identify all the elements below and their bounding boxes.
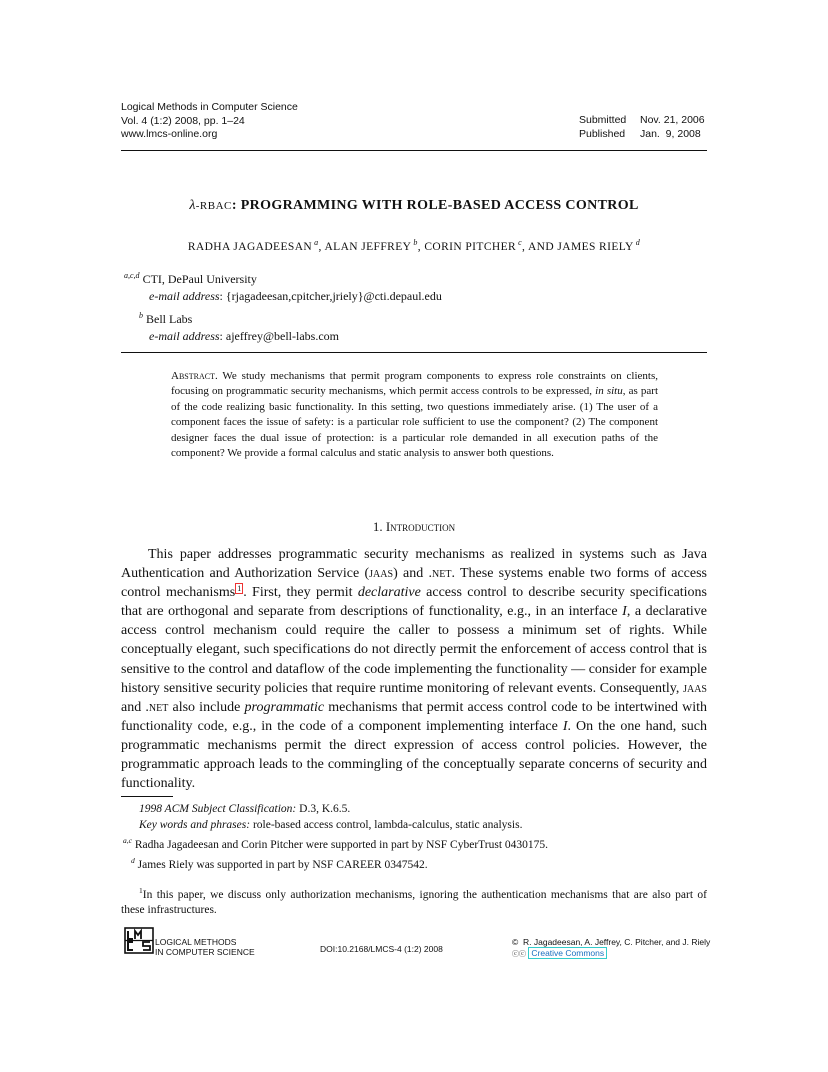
body-smallcaps: .net (145, 699, 169, 715)
footnote-1 (121, 883, 707, 919)
cc-icon: ⓒⓒ (512, 951, 526, 958)
keywords (121, 817, 707, 833)
funding-text: Radha Jagadeesan and Corin Pitcher were supported in part by NSF CyberTrust 0430175. (131, 838, 549, 851)
submitted-date: Nov. 21, 2006 (640, 114, 705, 126)
journal-name: Logical Methods in Computer Science (121, 101, 298, 113)
published-label: Published (579, 127, 626, 140)
email-label: e-mail address (149, 329, 220, 343)
affiliation-bell: $^b$ Bell Labs e-mail address: ajeffrey@bell-labs.com (139, 311, 340, 343)
abstract-emphasis: in situ (595, 385, 623, 398)
abstract (171, 369, 658, 461)
author-list (121, 238, 707, 253)
footnote-link[interactable]: 1 (237, 583, 242, 593)
funding-note (121, 853, 707, 873)
lmcs-line: LOGICAL METHODS (155, 937, 237, 947)
body-text: mechanisms that permit access control code to be intertwined with functionality code, e.g., in the code of a component implementing interface (121, 699, 707, 734)
body-text: This paper addresses programmatic security mechanisms as realized in systems such as Java Authentication and Authorization Service ( (121, 547, 707, 582)
journal-header (121, 101, 298, 142)
header-rule (121, 150, 707, 151)
acm-label: 1998 ACM Subject Classification: (139, 803, 297, 815)
affiliation-rule (121, 352, 707, 353)
body-text: access control to describe security specifications that are orthogonal and separate from descriptions of functionality, e.g., in an interface (121, 585, 708, 620)
lmcs-logo-icon (124, 927, 154, 954)
section-number: 1. (372, 519, 383, 534)
journal-volume: Vol. 4 (1:2) 2008, pp. 1–24 (121, 114, 245, 127)
lmcs-line: IN COMPUTER SCIENCE (155, 946, 255, 957)
funding-sup: a,c (123, 836, 132, 845)
email-address: {rjagadeesan,cpitcher,jriely}@cti.depaul.edu (225, 289, 442, 303)
body-smallcaps: jaas (369, 566, 394, 582)
author-name: RADHA JAGADEESAN (187, 240, 313, 253)
funding-text: James Riely was supported in part by NSF CAREER 0347542. (134, 858, 428, 871)
published-date: Jan. 9, 2008 (640, 127, 701, 140)
intro-paragraph (121, 545, 707, 793)
creative-commons-link[interactable]: Creative Commons (528, 947, 607, 959)
paper-title (121, 198, 707, 214)
affiliation-org: Bell Labs (146, 312, 193, 326)
body-math: I (562, 718, 568, 734)
title-main: : PROGRAMMING WITH ROLE-BASED ACCESS CONTROL (231, 198, 639, 213)
author-separator: , (417, 240, 425, 253)
author-sup: c (518, 238, 523, 247)
author-name: ALAN JEFFREY (324, 240, 412, 253)
acm-classification (121, 801, 707, 817)
affiliation-sup: a,c,d (124, 271, 140, 280)
keywords-value: role-based access control, lambda-calculus, static analysis. (250, 819, 523, 831)
lmcs-wordmark (155, 938, 255, 957)
author-sup: b (413, 238, 418, 247)
acm-value: D.3, K.6.5. (296, 803, 351, 815)
dates-block (579, 114, 705, 141)
title-rbac: -RBAC (195, 200, 232, 212)
footnote-number: 1 (139, 885, 143, 895)
body-emphasis: programmatic (244, 699, 325, 715)
body-smallcaps: jaas (683, 680, 707, 696)
funding-note (121, 833, 707, 853)
body-emphasis: declarative (357, 585, 421, 601)
affiliation-sup: b (139, 311, 143, 320)
journal-website: www.lmcs-online.org (121, 128, 218, 140)
body-text: and (121, 699, 146, 715)
body-text: ) and (393, 566, 429, 582)
author-separator: , (318, 240, 325, 253)
keywords-label: Key words and phrases: (139, 819, 251, 831)
footnotes (121, 801, 707, 918)
footnote-text: In this paper, we discuss only authorization mechanisms, ignoring the authentication mechanisms that are also part of these infrastructures. (121, 888, 707, 917)
license-block (512, 937, 710, 960)
abstract-label: Abstract. (171, 370, 218, 382)
affiliation-org: CTI, DePaul University (142, 272, 257, 286)
funding-sup: d (131, 855, 135, 865)
email-address: ajeffrey@bell-labs.com (225, 329, 340, 343)
author-sup: a (314, 238, 319, 247)
body-text: . First, they permit (243, 585, 358, 601)
doi-text: DOI:10.2168/LMCS-4 (1:2) 2008 (320, 944, 443, 954)
author-name: CORIN PITCHER (424, 240, 517, 253)
body-text: . On the one hand, such programmatic mechanisms permit the direct expression of access control policies. However, the programmatic approach leads to the commingling of the conceptually separate concerns of security and functionality. (121, 718, 707, 792)
footnote-rule (121, 796, 173, 797)
body-math: I (622, 604, 627, 620)
title-lambda: λ (189, 198, 196, 213)
copyright-holders: R. Jagadeesan, A. Jeffrey, C. Pitcher, and J. Riely (523, 937, 711, 947)
copyright-icon: © (512, 937, 519, 947)
submitted-label: Submitted (579, 114, 627, 126)
section-title: Introduction (385, 519, 456, 534)
email-label: e-mail address (149, 289, 220, 303)
author-separator: , AND (522, 240, 558, 253)
author-sup: d (635, 238, 641, 247)
abstract-text: We study mechanisms that permit program components to express role constraints on clients, focusing on programmatic security mechanisms, which permit access controls to be expressed, (171, 370, 658, 398)
body-text: also include (168, 699, 245, 715)
abstract-text: , as part of the code realizing basic functionality. In this setting, two questions immediately arise. (1) The user of a component faces the issue of safety: is a particular role sufficient to use the component? (2) The component designer faces the dual issue of protection: is a particular role demanded in all execution paths of the component? We provide a formal calculus and static analysis to answer both questions. (171, 385, 659, 460)
body-smallcaps: .net (428, 566, 452, 582)
body-text: , a declarative access control mechanism could require the caller to possess a minimum set of rights. While conceptually elegant, such specifications do not directly permit the enforcement of access control that is sensitive to the control and dataflow of the code implementing the functionality — consider for example history sensitive security policies that require runtime monitoring of relevant events. Consequently, (121, 604, 707, 696)
author-name: JAMES RIELY (557, 240, 634, 253)
affiliation-cti: $^{a,c,d}$ CTI, DePaul University e-mail address: {rjagadeesan,cpitcher,jriely}@cti.depaul.edu (124, 271, 442, 303)
body-text: . These systems enable two forms of access control mechanisms (121, 566, 707, 601)
section-heading (121, 519, 707, 535)
